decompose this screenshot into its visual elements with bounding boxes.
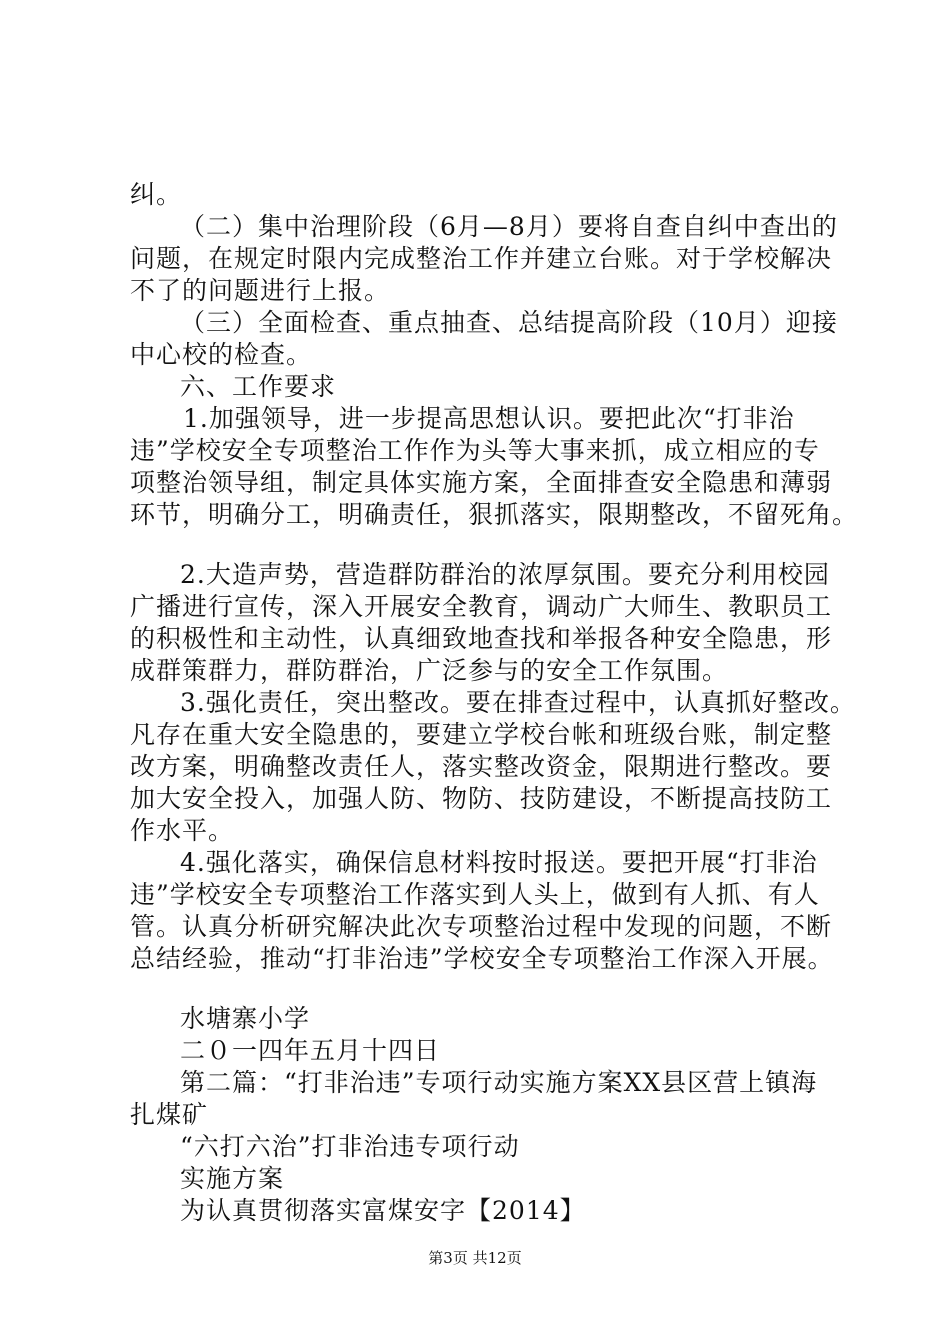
section-heading: 六、工作要求 bbox=[180, 372, 337, 401]
text-line: 扎煤矿 bbox=[130, 1100, 209, 1129]
signature-date: 二０一四年五月十四日 bbox=[180, 1036, 441, 1065]
text-line: 违”学校安全专项整治工作落实到人头上，做到有人抓、有人 bbox=[130, 880, 820, 909]
text-line: 项整治领导组，制定具体实施方案，全面排查安全隐患和薄弱 bbox=[130, 468, 833, 497]
text-line: 纠。 bbox=[130, 180, 183, 209]
text-line: “六打六治”打非治违专项行动 bbox=[180, 1132, 520, 1161]
text-line: 管。认真分析研究解决此次专项整治过程中发现的问题，不断 bbox=[130, 912, 833, 941]
text-line: 中心校的检查。 bbox=[130, 340, 313, 369]
text-line: 改方案，明确整改责任人，落实整改资金，限期进行整改。要 bbox=[130, 752, 833, 781]
text-line: 为认真贯彻落实富煤安字【2014】 bbox=[180, 1196, 586, 1225]
text-line: 不了的问题进行上报。 bbox=[130, 276, 391, 305]
text-line: 广播进行宣传，深入开展安全教育，调动广大师生、教职员工 bbox=[130, 592, 833, 621]
text-line: 1.加强领导，进一步提高思想认识。要把此次“打非治 bbox=[183, 404, 795, 433]
page-footer: 第3页 共12页 bbox=[428, 1249, 522, 1267]
text-line: 凡存在重大安全隐患的，要建立学校台帐和班级台账，制定整 bbox=[130, 720, 833, 749]
text-line: 问题，在规定时限内完成整治工作并建立台账。对于学校解决 bbox=[130, 244, 833, 273]
text-line: 4.强化落实，确保信息材料按时报送。要把开展“打非治 bbox=[180, 848, 818, 877]
text-line: 第二篇：“打非治违”专项行动实施方案XX县区营上镇海 bbox=[180, 1068, 818, 1097]
text-line: 总结经验，推动“打非治违”学校安全专项整治工作深入开展。 bbox=[130, 944, 834, 973]
text-line: 作水平。 bbox=[130, 816, 235, 845]
text-line: （三）全面检查、重点抽查、总结提高阶段（10月）迎接 bbox=[180, 308, 838, 337]
text-line: 环节，明确分工，明确责任，狠抓落实，限期整改，不留死角。 bbox=[130, 500, 859, 529]
text-line: 3.强化责任，突出整改。要在排查过程中，认真抓好整改。 bbox=[180, 688, 856, 717]
text-line: 2.大造声势，营造群防群治的浓厚氛围。要充分利用校园 bbox=[180, 560, 830, 589]
text-line: （二）集中治理阶段（6月—8月）要将自查自纠中查出的 bbox=[180, 212, 838, 241]
text-line: 的积极性和主动性，认真细致地查找和举报各种安全隐患，形 bbox=[130, 624, 833, 653]
signature-school: 水塘寨小学 bbox=[180, 1004, 311, 1033]
text-line: 成群策群力，群防群治，广泛参与的安全工作氛围。 bbox=[130, 656, 729, 685]
text-line: 加大安全投入，加强人防、物防、技防建设，不断提高技防工 bbox=[130, 784, 833, 813]
text-line: 实施方案 bbox=[180, 1164, 285, 1193]
text-line: 违”学校安全专项整治工作作为头等大事来抓，成立相应的专 bbox=[130, 436, 820, 465]
